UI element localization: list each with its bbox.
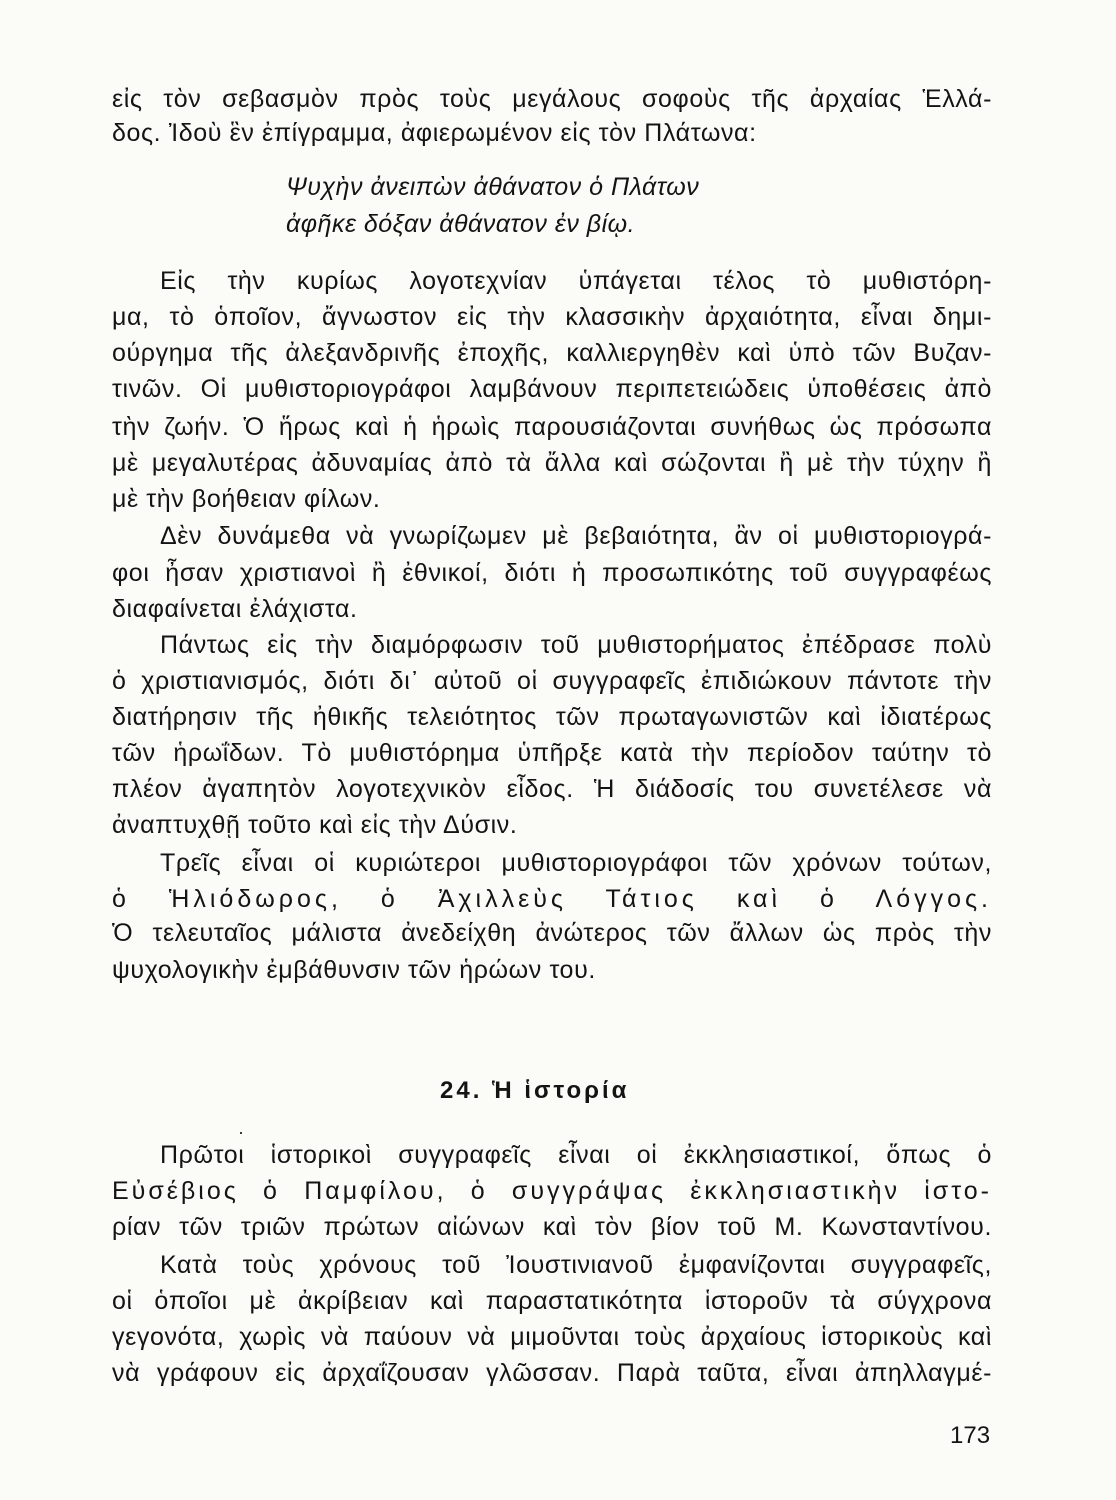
text-line: νὰ γράφουν εἰς ἀρχαΐζουσαν γλῶσσαν. Παρὰ ταῦτα, εἶναι ἀπηλλαγμέ- xyxy=(112,1359,992,1387)
text-line: δος. Ἰδοὺ ἓν ἐπίγραμμα, ἀφιερωμένον εἰς τὸν Πλάτωνα: xyxy=(112,119,757,147)
epigram-line: Ψυχὴν ἀνειπὼν ἀθάνατον ὁ Πλάτων xyxy=(286,173,700,201)
text-line: Κατὰ τοὺς χρόνους τοῦ Ἰουστινιανοῦ ἐμφανίζονται συγγραφεῖς, xyxy=(160,1251,992,1279)
text-line: τῶν ἡρωΐδων. Τὸ μυθιστόρημα ὑπῆρξε κατὰ τὴν περίοδον ταύτην τὸ xyxy=(112,739,992,767)
text-line: ψυχολογικὴν ἐμβάθυνσιν τῶν ἡρώων του. xyxy=(112,956,596,984)
text-line: ὁ Ἡλιόδωρος, ὁ Ἀχιλλεὺς Τάτιος καὶ ὁ Λόγγος. xyxy=(112,885,992,913)
text-line: διαφαίνεται ἐλάχιστα. xyxy=(112,595,358,623)
text-line: μα, τὸ ὁποῖον, ἄγνωστον εἰς τὴν κλασσικὴν ἀρχαιότητα, εἶναι δημι- xyxy=(112,303,992,331)
text-line: γεγονότα, χωρὶς νὰ παύουν νὰ μιμοῦνται τοὺς ἀρχαίους ἱστορικοὺς καὶ xyxy=(112,1323,992,1351)
text-line: οἱ ὁποῖοι μὲ ἀκρίβειαν καὶ παραστατικότητα ἱστοροῦν τὰ σύγχρονα xyxy=(112,1287,992,1315)
text-line: Τρεῖς εἶναι οἱ κυριώτεροι μυθιστοριογράφοι τῶν χρόνων τούτων, xyxy=(160,849,992,877)
page-number: 173 xyxy=(950,1422,991,1449)
text-line: Εὐσέβιος ὁ Παμφίλου, ὁ συγγράψας ἐκκλησιαστικὴν ἱστο- xyxy=(112,1177,992,1205)
text-line: Δὲν δυνάμεθα νὰ γνωρίζωμεν μὲ βεβαιότητα, ἂν οἱ μυθιστοριογρά- xyxy=(160,522,992,550)
text-line: διατήρησιν τῆς ἠθικῆς τελειότητος τῶν πρωταγωνιστῶν καὶ ἰδιατέρως xyxy=(112,703,992,731)
text-line: Πάντως εἰς τὴν διαμόρφωσιν τοῦ μυθιστορήματος ἐπέδρασε πολὺ xyxy=(160,631,992,659)
epigram-line: ἀφῆκε δόξαν ἀθάνατον ἐν βίῳ. xyxy=(286,210,636,238)
text-line: τινῶν. Οἱ μυθιστοριογράφοι λαμβάνουν περιπετειώδεις ὑποθέσεις ἀπὸ xyxy=(112,375,992,403)
text-line: ὁ χριστιανισμός, διότι δι᾽ αὐτοῦ οἱ συγγραφεῖς ἐπιδιώκουν πάντοτε τὴν xyxy=(112,667,992,695)
text-line: μὲ μεγαλυτέρας ἀδυναμίας ἀπὸ τὰ ἄλλα καὶ σώζονται ἢ μὲ τὴν τύχην ἢ xyxy=(112,449,992,477)
text-line: ούργημα τῆς ἀλεξανδρινῆς ἐποχῆς, καλλιεργηθὲν καὶ ὑπὸ τῶν Βυζαν- xyxy=(112,339,992,367)
text-line: ρίαν τῶν τριῶν πρώτων αἰώνων καὶ τὸν βίον τοῦ Μ. Κωνσταντίνου. xyxy=(112,1213,992,1241)
text-line: μὲ τὴν βοήθειαν φίλων. xyxy=(112,485,381,513)
text-line: Πρῶτοι ἱστορικοὶ συγγραφεῖς εἶναι οἱ ἐκκλησιαστικοί, ὅπως ὁ xyxy=(160,1141,992,1169)
stray-mark: · xyxy=(238,1122,244,1142)
text-line: τὴν ζωήν. Ὁ ἥρως καὶ ἡ ἡρωὶς παρουσιάζονται συνήθως ὡς πρόσωπα xyxy=(112,413,992,441)
text-line: ἀναπτυχθῇ τοῦτο καὶ εἰς τὴν Δύσιν. xyxy=(112,811,518,839)
text-line: πλέον ἀγαπητὸν λογοτεχνικὸν εἶδος. Ἡ διάδοσίς του συνετέλεσε νὰ xyxy=(112,775,992,803)
section-heading: 24. Ἡ ἱστορία xyxy=(440,1077,630,1104)
text-line: Εἰς τὴν κυρίως λογοτεχνίαν ὑπάγεται τέλος τὸ μυθιστόρη- xyxy=(160,267,992,295)
text-line: Ὁ τελευταῖος μάλιστα ἀνεδείχθη ἀνώτερος τῶν ἄλλων ὡς πρὸς τὴν xyxy=(112,919,992,947)
text-line: φοι ἦσαν χριστιανοὶ ἢ ἐθνικοί, διότι ἡ προσωπικότης τοῦ συγγραφέως xyxy=(112,559,992,587)
text-line: εἰς τὸν σεβασμὸν πρὸς τοὺς μεγάλους σοφοὺς τῆς ἀρχαίας Ἑλλά- xyxy=(112,85,992,113)
